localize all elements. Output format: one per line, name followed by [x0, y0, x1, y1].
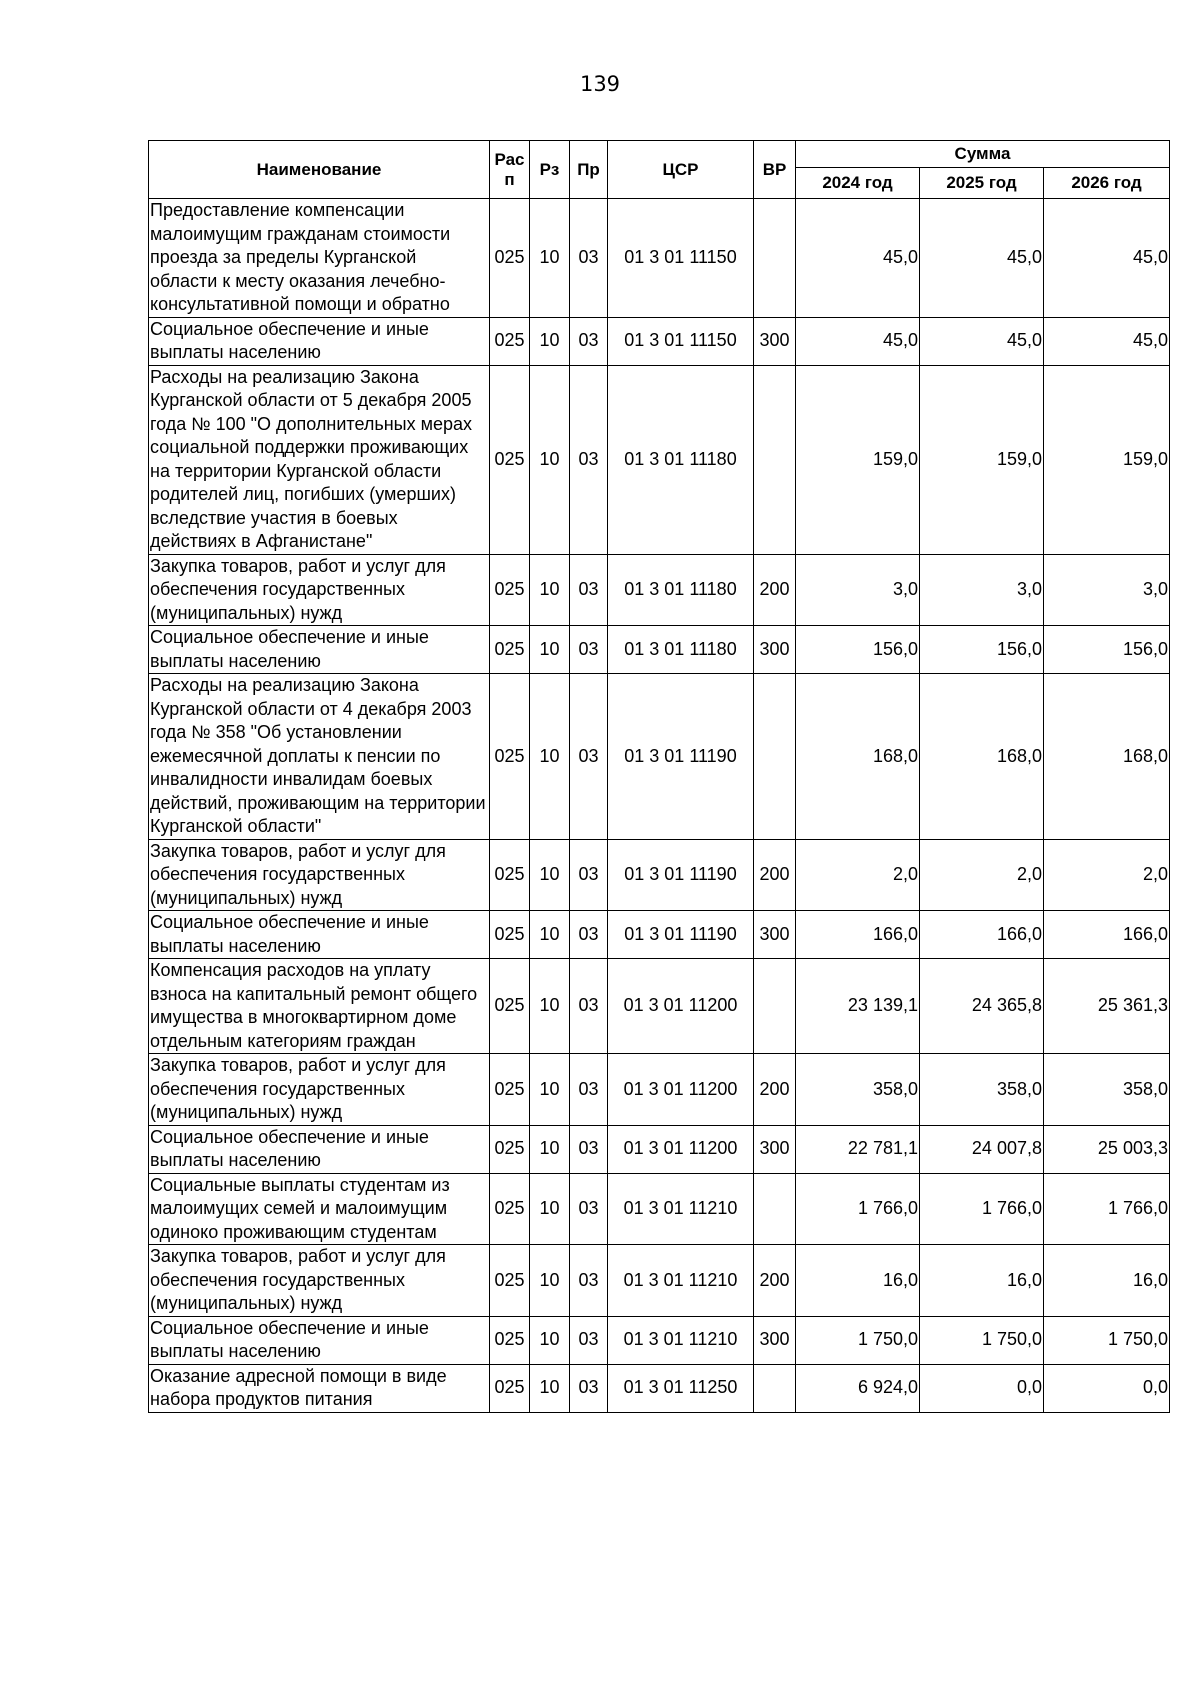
cell-rz: 10	[530, 911, 570, 959]
cell-vr: 300	[754, 626, 796, 674]
cell-pr: 03	[570, 1316, 608, 1364]
cell-rasp: 025	[490, 1245, 530, 1317]
cell-rasp: 025	[490, 1364, 530, 1412]
cell-rz: 10	[530, 674, 570, 840]
cell-sum-2024: 23 139,1	[796, 959, 920, 1054]
table-row	[149, 1054, 1170, 1126]
cell-name: Закупка товаров, работ и услуг для обеспечения государственных (муниципальных) нужд	[149, 1054, 490, 1126]
cell-rz: 10	[530, 365, 570, 554]
table-body	[149, 199, 1170, 1413]
cell-sum-2025: 24 007,8	[920, 1125, 1044, 1173]
table-row	[149, 365, 1170, 554]
cell-sum-2026: 25 003,3	[1044, 1125, 1170, 1173]
cell-sum-2026: 3,0	[1044, 554, 1170, 626]
cell-sum-2026: 1 750,0	[1044, 1316, 1170, 1364]
cell-pr: 03	[570, 1173, 608, 1245]
cell-pr: 03	[570, 959, 608, 1054]
header-rasp: Рас п	[490, 141, 530, 199]
table-row	[149, 959, 1170, 1054]
cell-sum-2025: 2,0	[920, 839, 1044, 911]
cell-csr: 01 3 01 11150	[608, 317, 754, 365]
cell-rasp: 025	[490, 1316, 530, 1364]
cell-sum-2024: 6 924,0	[796, 1364, 920, 1412]
cell-name: Социальные выплаты студентам из малоимущих семей и малоимущим одиноко проживающим студентам	[149, 1173, 490, 1245]
cell-sum-2024: 1 750,0	[796, 1316, 920, 1364]
cell-vr	[754, 674, 796, 840]
cell-rz: 10	[530, 1054, 570, 1126]
cell-sum-2026: 0,0	[1044, 1364, 1170, 1412]
cell-sum-2025: 166,0	[920, 911, 1044, 959]
cell-sum-2025: 45,0	[920, 199, 1044, 318]
cell-csr: 01 3 01 11180	[608, 554, 754, 626]
header-sum: Сумма	[796, 141, 1170, 168]
cell-csr: 01 3 01 11210	[608, 1245, 754, 1317]
cell-pr: 03	[570, 1364, 608, 1412]
cell-sum-2026: 25 361,3	[1044, 959, 1170, 1054]
cell-vr	[754, 959, 796, 1054]
cell-vr: 300	[754, 317, 796, 365]
header-csr: ЦСР	[608, 141, 754, 199]
cell-sum-2024: 45,0	[796, 317, 920, 365]
cell-sum-2026: 16,0	[1044, 1245, 1170, 1317]
cell-name: Социальное обеспечение и иные выплаты населению	[149, 626, 490, 674]
cell-pr: 03	[570, 911, 608, 959]
cell-csr: 01 3 01 11180	[608, 626, 754, 674]
cell-sum-2025: 168,0	[920, 674, 1044, 840]
table-row	[149, 911, 1170, 959]
cell-rz: 10	[530, 554, 570, 626]
cell-sum-2025: 159,0	[920, 365, 1044, 554]
cell-vr: 300	[754, 1125, 796, 1173]
cell-sum-2024: 45,0	[796, 199, 920, 318]
cell-rasp: 025	[490, 199, 530, 318]
header-pr: Пр	[570, 141, 608, 199]
cell-sum-2025: 358,0	[920, 1054, 1044, 1126]
cell-rasp: 025	[490, 839, 530, 911]
cell-rz: 10	[530, 1364, 570, 1412]
cell-pr: 03	[570, 1125, 608, 1173]
cell-name: Закупка товаров, работ и услуг для обеспечения государственных (муниципальных) нужд	[149, 554, 490, 626]
cell-sum-2024: 1 766,0	[796, 1173, 920, 1245]
cell-vr: 300	[754, 911, 796, 959]
table-row	[149, 1316, 1170, 1364]
cell-sum-2025: 24 365,8	[920, 959, 1044, 1054]
cell-rasp: 025	[490, 674, 530, 840]
cell-csr: 01 3 01 11180	[608, 365, 754, 554]
cell-pr: 03	[570, 1245, 608, 1317]
cell-pr: 03	[570, 317, 608, 365]
cell-vr	[754, 365, 796, 554]
cell-pr: 03	[570, 1054, 608, 1126]
cell-csr: 01 3 01 11200	[608, 1054, 754, 1126]
cell-name: Компенсация расходов на уплату взноса на капитальный ремонт общего имущества в многоквартирном доме отдельным категориям граждан	[149, 959, 490, 1054]
cell-sum-2024: 159,0	[796, 365, 920, 554]
cell-sum-2024: 358,0	[796, 1054, 920, 1126]
cell-name: Оказание адресной помощи в виде набора продуктов питания	[149, 1364, 490, 1412]
cell-csr: 01 3 01 11210	[608, 1316, 754, 1364]
table-row	[149, 317, 1170, 365]
cell-rasp: 025	[490, 365, 530, 554]
cell-rz: 10	[530, 199, 570, 318]
cell-name: Социальное обеспечение и иные выплаты населению	[149, 1316, 490, 1364]
header-year-2024: 2024 год	[796, 168, 920, 199]
cell-pr: 03	[570, 674, 608, 840]
table-row	[149, 1364, 1170, 1412]
cell-rasp: 025	[490, 626, 530, 674]
cell-vr: 300	[754, 1316, 796, 1364]
cell-name: Социальное обеспечение и иные выплаты населению	[149, 1125, 490, 1173]
cell-rz: 10	[530, 1125, 570, 1173]
cell-vr: 200	[754, 1054, 796, 1126]
cell-pr: 03	[570, 199, 608, 318]
cell-pr: 03	[570, 365, 608, 554]
cell-sum-2026: 168,0	[1044, 674, 1170, 840]
cell-name: Расходы на реализацию Закона Курганской области от 4 декабря 2003 года № 358 "Об установлении ежемесячной доплаты к пенсии по инвалидности инвалидам боевых действий, проживающим на территории Курганской области"	[149, 674, 490, 840]
cell-name: Социальное обеспечение и иные выплаты населению	[149, 911, 490, 959]
cell-name: Расходы на реализацию Закона Курганской области от 5 декабря 2005 года № 100 "О дополнительных мерах социальной поддержки проживающих на территории Курганской области родителей лиц, погибших (умерших) вследствие участия в боевых действиях в Афганистане"	[149, 365, 490, 554]
cell-rz: 10	[530, 959, 570, 1054]
table-row	[149, 626, 1170, 674]
cell-vr: 200	[754, 1245, 796, 1317]
cell-sum-2026: 156,0	[1044, 626, 1170, 674]
cell-pr: 03	[570, 554, 608, 626]
cell-csr: 01 3 01 11190	[608, 839, 754, 911]
cell-name: Закупка товаров, работ и услуг для обеспечения государственных (муниципальных) нужд	[149, 1245, 490, 1317]
cell-sum-2026: 45,0	[1044, 199, 1170, 318]
cell-vr: 200	[754, 554, 796, 626]
cell-rz: 10	[530, 317, 570, 365]
cell-rasp: 025	[490, 1173, 530, 1245]
cell-rasp: 025	[490, 317, 530, 365]
cell-rz: 10	[530, 1173, 570, 1245]
cell-sum-2024: 156,0	[796, 626, 920, 674]
cell-name: Закупка товаров, работ и услуг для обеспечения государственных (муниципальных) нужд	[149, 839, 490, 911]
table-row	[149, 839, 1170, 911]
cell-csr: 01 3 01 11200	[608, 959, 754, 1054]
header-name: Наименование	[149, 141, 490, 199]
cell-name: Предоставление компенсации малоимущим гражданам стоимости проезда за пределы Курганской области к месту оказания лечебно-консультативной помощи и обратно	[149, 199, 490, 318]
cell-csr: 01 3 01 11190	[608, 911, 754, 959]
cell-sum-2025: 156,0	[920, 626, 1044, 674]
cell-rz: 10	[530, 839, 570, 911]
cell-rz: 10	[530, 1316, 570, 1364]
header-rz: Рз	[530, 141, 570, 199]
cell-sum-2026: 358,0	[1044, 1054, 1170, 1126]
cell-sum-2024: 16,0	[796, 1245, 920, 1317]
cell-sum-2026: 1 766,0	[1044, 1173, 1170, 1245]
table-row	[149, 554, 1170, 626]
cell-sum-2024: 22 781,1	[796, 1125, 920, 1173]
cell-csr: 01 3 01 11210	[608, 1173, 754, 1245]
cell-rz: 10	[530, 1245, 570, 1317]
cell-rz: 10	[530, 626, 570, 674]
cell-rasp: 025	[490, 554, 530, 626]
cell-vr	[754, 1364, 796, 1412]
cell-name: Социальное обеспечение и иные выплаты населению	[149, 317, 490, 365]
page-number: 139	[579, 72, 621, 96]
cell-sum-2026: 2,0	[1044, 839, 1170, 911]
cell-pr: 03	[570, 626, 608, 674]
header-year-2025: 2025 год	[920, 168, 1044, 199]
cell-sum-2024: 3,0	[796, 554, 920, 626]
table-row	[149, 199, 1170, 318]
cell-csr: 01 3 01 11150	[608, 199, 754, 318]
table-row	[149, 1245, 1170, 1317]
cell-rasp: 025	[490, 1125, 530, 1173]
cell-sum-2025: 3,0	[920, 554, 1044, 626]
cell-vr: 200	[754, 839, 796, 911]
header-year-2026: 2026 год	[1044, 168, 1170, 199]
cell-sum-2025: 1 750,0	[920, 1316, 1044, 1364]
header-vr: ВР	[754, 141, 796, 199]
table-row	[149, 1173, 1170, 1245]
cell-csr: 01 3 01 11190	[608, 674, 754, 840]
cell-sum-2026: 166,0	[1044, 911, 1170, 959]
table-row	[149, 1125, 1170, 1173]
cell-sum-2024: 166,0	[796, 911, 920, 959]
cell-sum-2024: 2,0	[796, 839, 920, 911]
cell-vr	[754, 199, 796, 318]
cell-sum-2025: 16,0	[920, 1245, 1044, 1317]
cell-csr: 01 3 01 11250	[608, 1364, 754, 1412]
cell-sum-2026: 45,0	[1044, 317, 1170, 365]
budget-table	[148, 140, 1170, 1413]
cell-sum-2025: 0,0	[920, 1364, 1044, 1412]
table-header	[149, 141, 1170, 199]
cell-vr	[754, 1173, 796, 1245]
cell-sum-2026: 159,0	[1044, 365, 1170, 554]
cell-rasp: 025	[490, 911, 530, 959]
cell-sum-2025: 1 766,0	[920, 1173, 1044, 1245]
cell-rasp: 025	[490, 959, 530, 1054]
cell-sum-2025: 45,0	[920, 317, 1044, 365]
cell-rasp: 025	[490, 1054, 530, 1126]
cell-pr: 03	[570, 839, 608, 911]
cell-csr: 01 3 01 11200	[608, 1125, 754, 1173]
table-row	[149, 674, 1170, 840]
cell-sum-2024: 168,0	[796, 674, 920, 840]
